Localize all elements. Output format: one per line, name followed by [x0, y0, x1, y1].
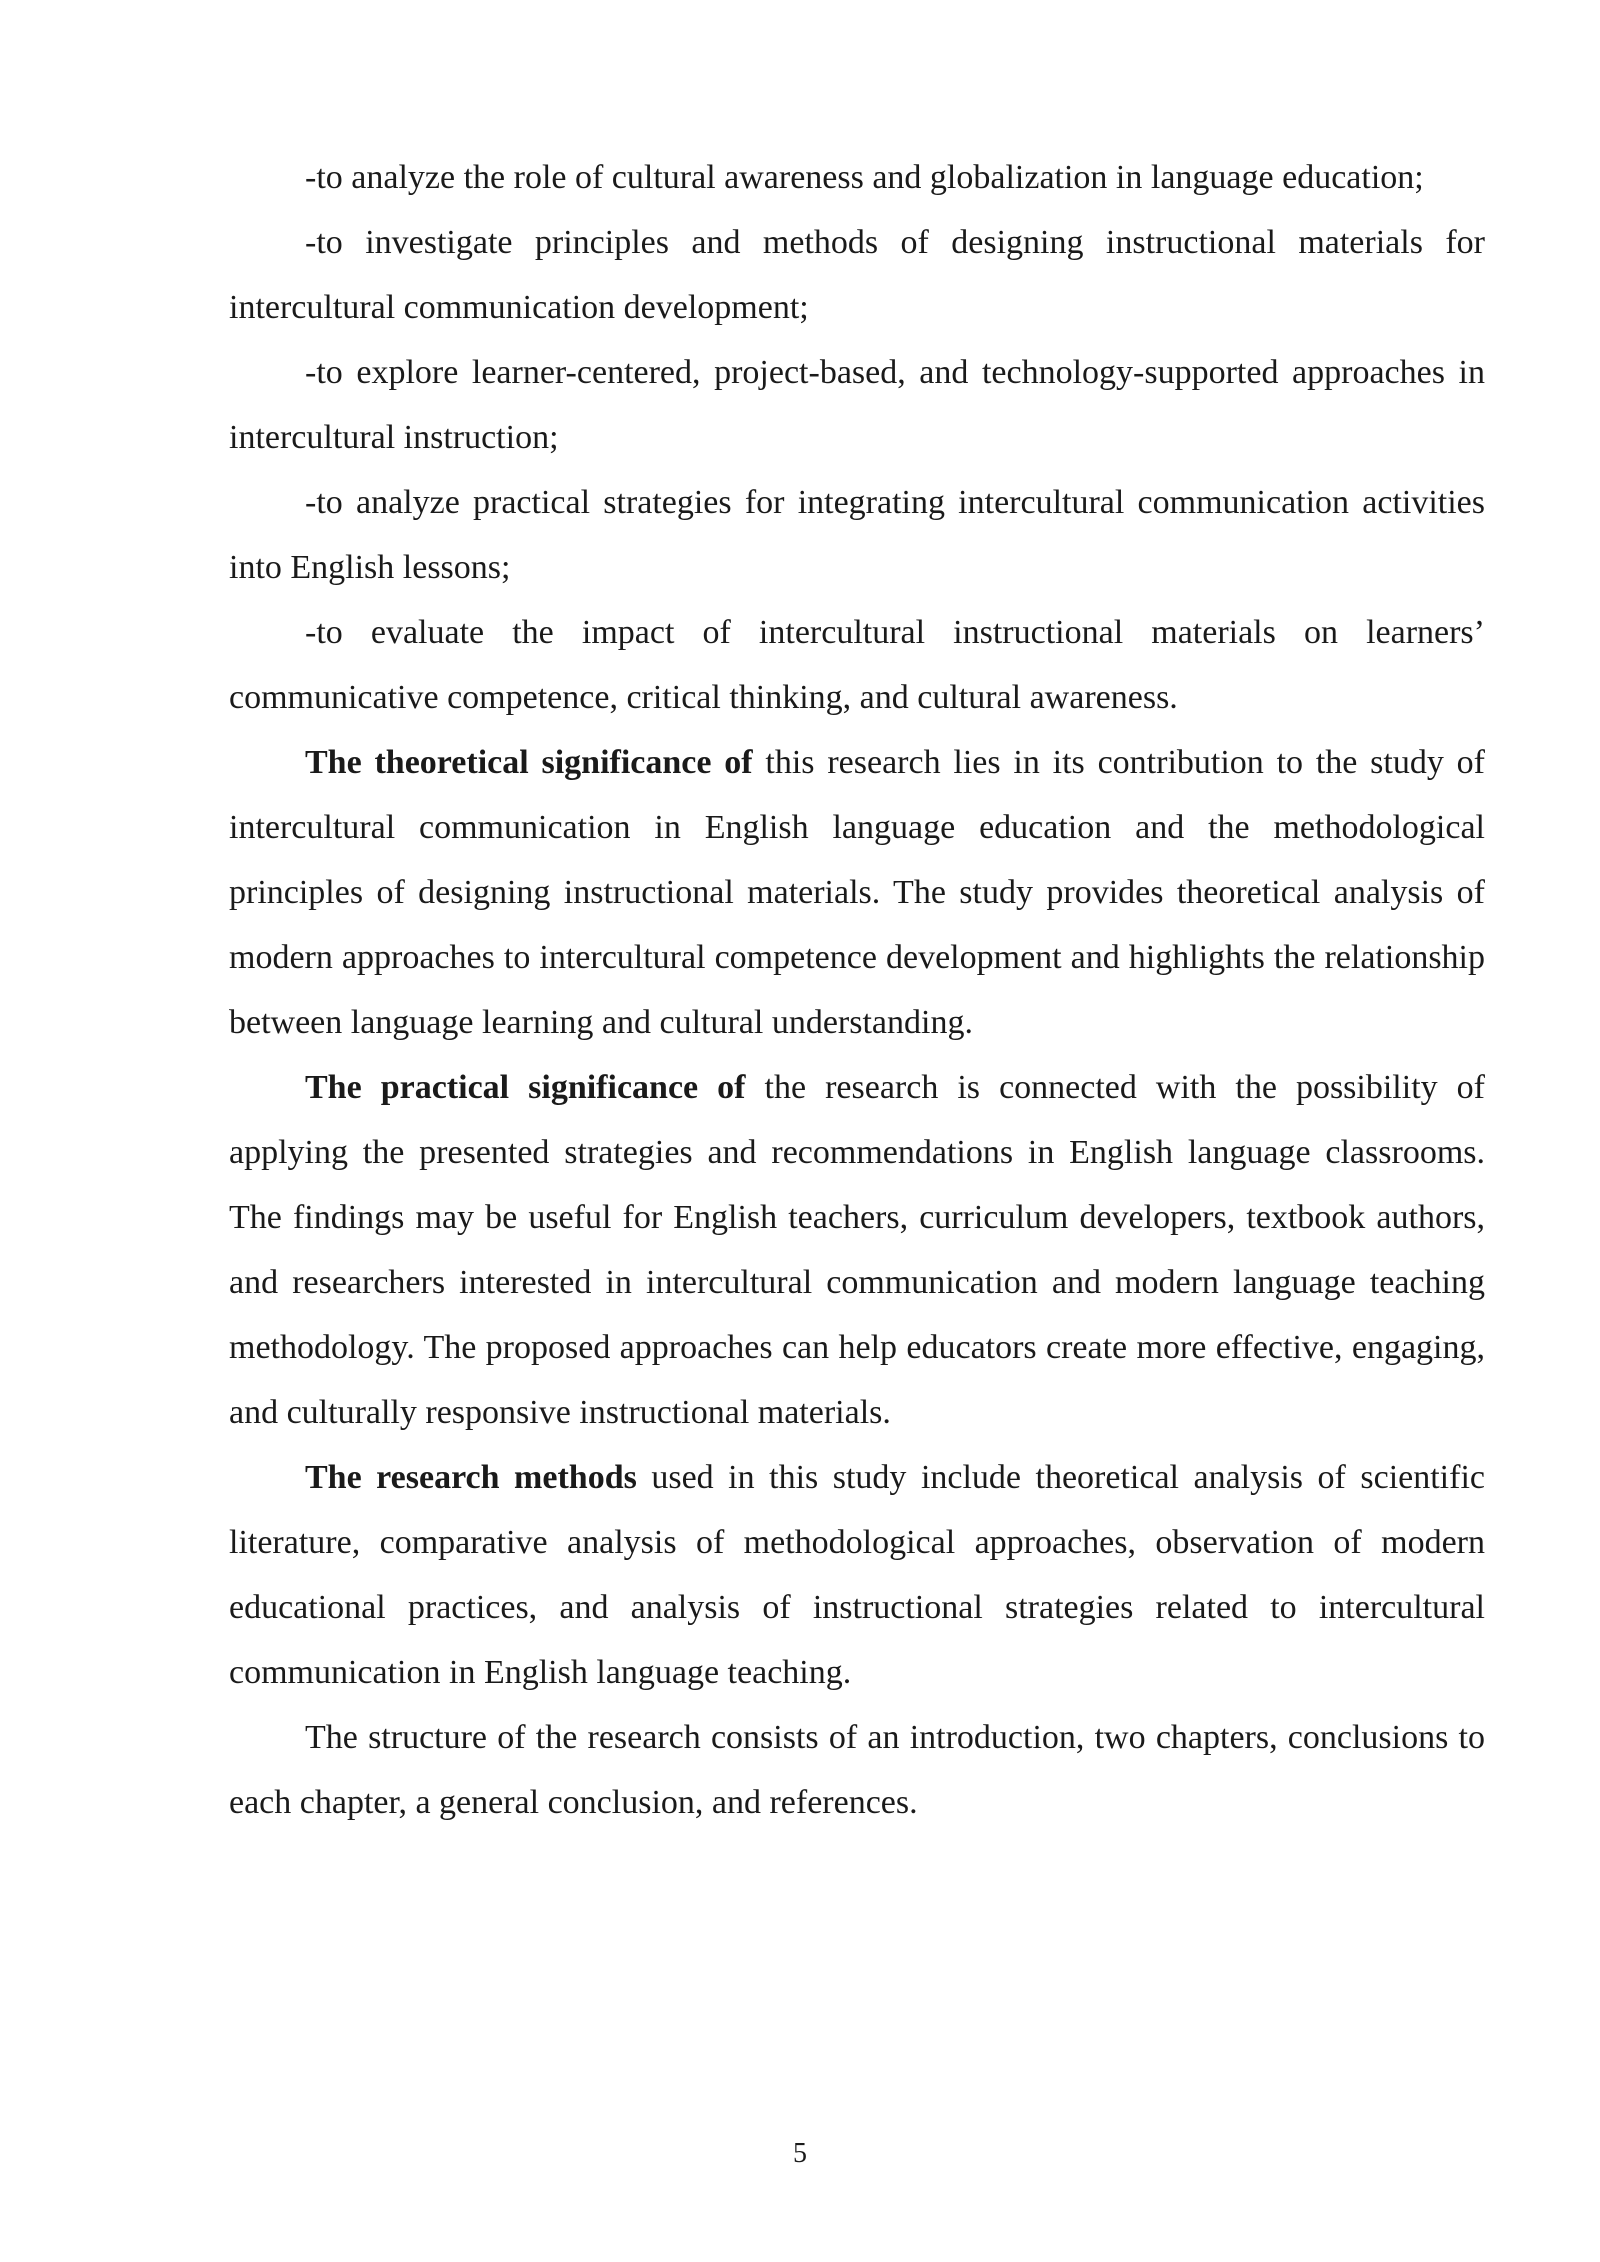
research-structure-paragraph: The structure of the research consists of an introduction, two chapters, conclusions to each chapter, a general conclusion, and references.: [229, 1719, 1485, 1821]
practical-significance-paragraph: [229, 1055, 1485, 1445]
theoretical-significance-heading: The theoretical significance of: [305, 744, 753, 781]
objective-item: -to analyze the role of cultural awareness and globalization in language education;: [305, 159, 1424, 196]
practical-significance-text: the research is connected with the possibility of applying the presented strategies and recommendations in English language classrooms. The findings may be useful for English teachers, curriculum developers, textbook authors, and researchers interested in intercultural communication and modern language teaching methodology. The proposed approaches can help educators create more effective, engaging, and culturally responsive instructional materials.: [229, 1069, 1485, 1431]
page-number: 5: [793, 2138, 807, 2169]
objective-item: -to analyze practical strategies for integrating intercultural communication activities into English lessons;: [229, 484, 1485, 586]
research-methods-paragraph: [229, 1445, 1485, 1705]
objective-item: -to explore learner-centered, project-based, and technology-supported approaches in intercultural instruction;: [229, 354, 1485, 456]
objective-item: -to investigate principles and methods of designing instructional materials for intercultural communication development;: [229, 224, 1485, 326]
theoretical-significance-text: this research lies in its contribution to the study of intercultural communication in English language education and the methodological principles of designing instructional materials. The study provides theoretical analysis of modern approaches to intercultural competence development and highlights the relationship between language learning and cultural understanding.: [229, 744, 1485, 1041]
research-methods-text: used in this study include theoretical analysis of scientific literature, comparative analysis of methodological approaches, observation of modern educational practices, and analysis of instructional strategies related to intercultural communication in English language teaching.: [229, 1459, 1485, 1691]
research-methods-heading: The research methods: [305, 1459, 637, 1496]
objective-item: -to evaluate the impact of intercultural instructional materials on learners’ communicative competence, critical thinking, and cultural awareness.: [229, 614, 1485, 716]
page-body: [229, 145, 1485, 1835]
theoretical-significance-paragraph: [229, 730, 1485, 1055]
practical-significance-heading: The practical significance of: [305, 1069, 746, 1106]
